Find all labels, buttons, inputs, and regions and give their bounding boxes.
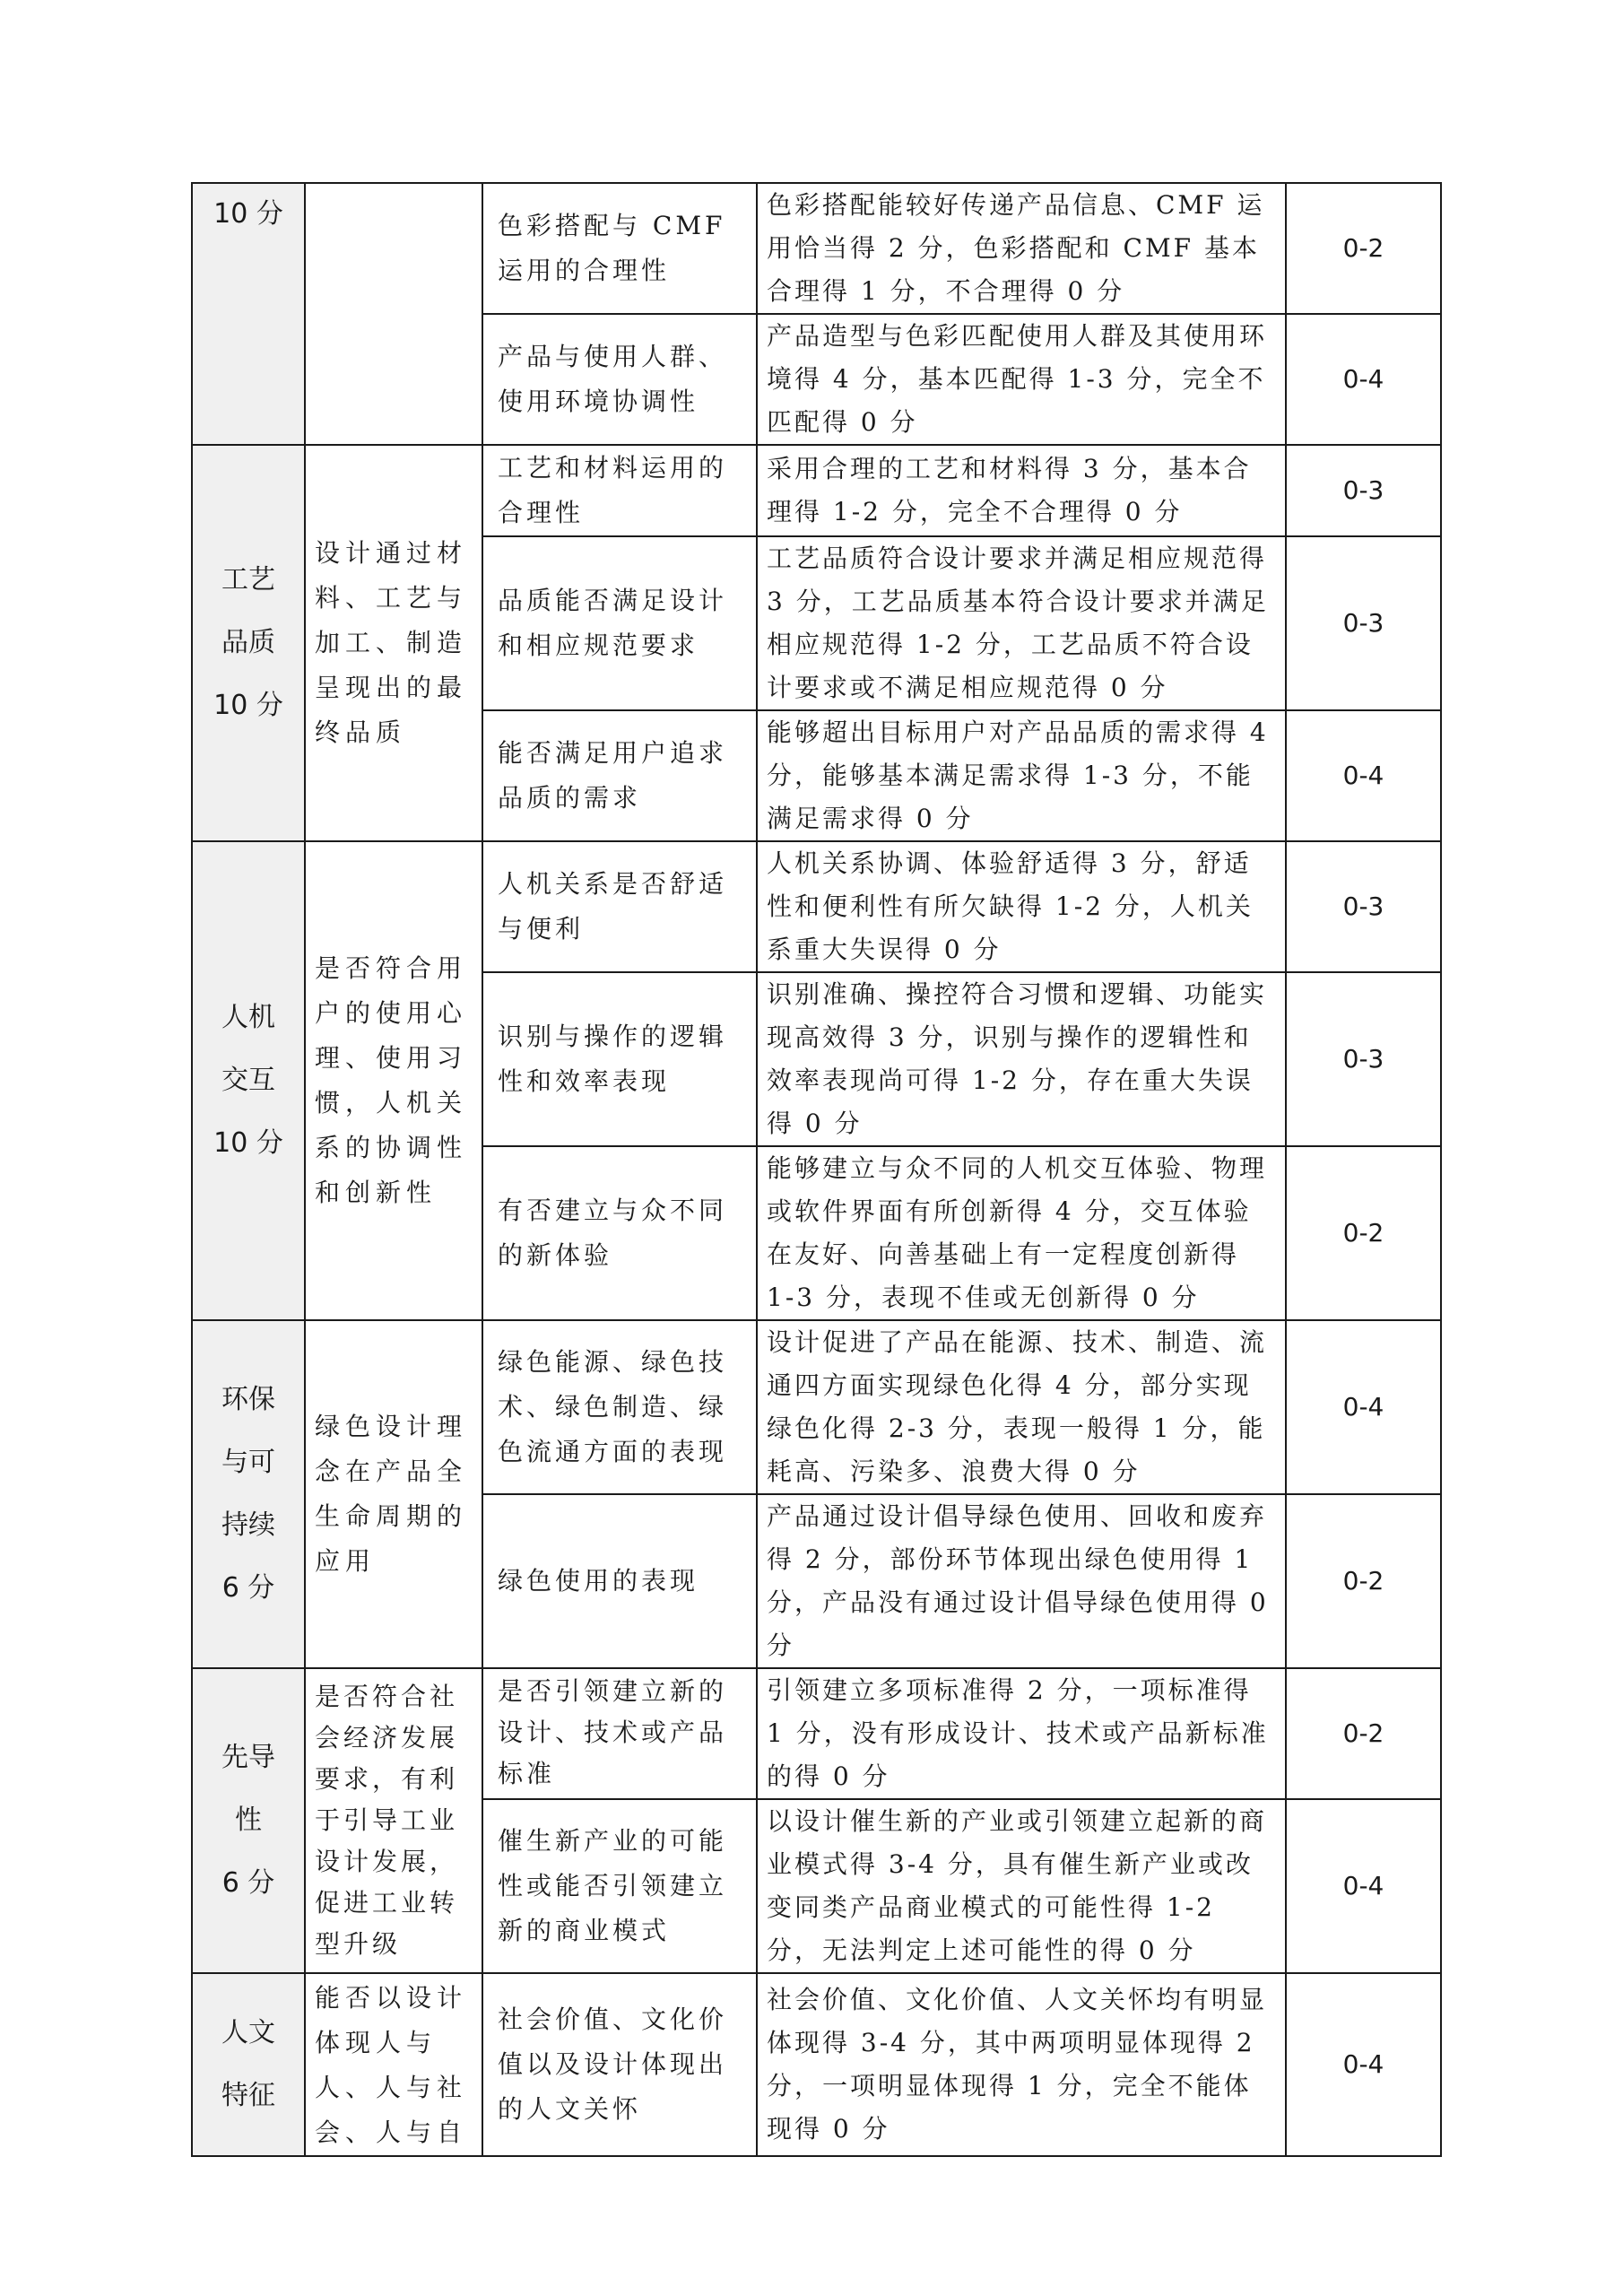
description-cell	[305, 183, 482, 445]
score-cell: 0-4	[1286, 314, 1441, 445]
item-cell: 工艺和材料运用的合理性	[482, 445, 757, 536]
score-cell: 0-2	[1286, 183, 1441, 314]
criteria-cell: 设计促进了产品在能源、技术、制造、流通四方面实现绿色化得 4 分，部分实现绿色化得 2-3 分，表现一般得 1 分，能耗高、污染多、浪费大得 0 分	[757, 1320, 1286, 1494]
category-cell	[192, 183, 305, 445]
category-label: 交互	[221, 1065, 275, 1096]
category-label: 与可	[221, 1447, 275, 1478]
category-cell	[192, 1320, 305, 1668]
criteria-cell: 以设计催生新的产业或引领建立起新的商业模式得 3-4 分，具有催生新产业或改变同类产品商业模式的可能性得 1-2 分，无法判定上述可能性的得 0 分	[757, 1799, 1286, 1973]
score-cell: 0-3	[1286, 841, 1441, 972]
criteria-cell: 社会价值、文化价值、人文关怀均有明显体现得 3-4 分，其中两项明显体现得 2 分，一项明显体现得 1 分，完全不能体现得 0 分	[757, 1973, 1286, 2156]
score-cell: 0-3	[1286, 445, 1441, 536]
score-cell: 0-3	[1286, 972, 1441, 1146]
item-cell: 能否满足用户追求品质的需求	[482, 710, 757, 841]
category-label: 特征	[221, 2080, 275, 2111]
category-label: 性	[235, 1805, 262, 1836]
category-label: 10 分	[213, 1127, 283, 1159]
description-cell: 设计通过材料、工艺与加工、制造呈现出的最终品质	[305, 445, 482, 841]
score-cell: 0-2	[1286, 1146, 1441, 1320]
category-label: 品质	[221, 627, 275, 658]
score-cell: 0-3	[1286, 536, 1441, 710]
item-cell: 人机关系是否舒适与便利	[482, 841, 757, 972]
item-cell: 是否引领建立新的设计、技术或产品标准	[482, 1668, 757, 1799]
category-label: 环保	[221, 1384, 275, 1415]
category-cell	[192, 1973, 305, 2156]
criteria-cell: 引领建立多项标准得 2 分，一项标准得 1 分，没有形成设计、技术或产品新标准的得 0 分	[757, 1668, 1286, 1799]
criteria-cell: 能够建立与众不同的人机交互体验、物理或软件界面有所创新得 4 分，交互体验在友好、向善基础上有一定程度创新得 1-3 分，表现不佳或无创新得 0 分	[757, 1146, 1286, 1320]
description-cell: 是否符合社会经济发展要求，有利于引导工业设计发展，促进工业转型升级	[305, 1668, 482, 1973]
category-label: 10 分	[213, 198, 283, 230]
category-label: 6 分	[221, 1572, 275, 1604]
category-label: 人文	[221, 2017, 275, 2048]
table-row	[192, 445, 1441, 536]
score-cell: 0-4	[1286, 1799, 1441, 1973]
criteria-cell: 人机关系协调、体验舒适得 3 分，舒适性和便利性有所欠缺得 1-2 分，人机关系重大失误得 0 分	[757, 841, 1286, 972]
criteria-cell: 能够超出目标用户对产品品质的需求得 4 分，能够基本满足需求得 1-3 分，不能满足需求得 0 分	[757, 710, 1286, 841]
description-cell: 是否符合用户的使用心理、使用习惯，人机关系的协调性和创新性	[305, 841, 482, 1320]
criteria-cell: 工艺品质符合设计要求并满足相应规范得 3 分，工艺品质基本符合设计要求并满足相应规范得 1-2 分，工艺品质不符合设计要求或不满足相应规范得 0 分	[757, 536, 1286, 710]
category-label: 先导	[221, 1742, 275, 1773]
criteria-cell: 识别准确、操控符合习惯和逻辑、功能实现高效得 3 分，识别与操作的逻辑性和效率表现尚可得 1-2 分，存在重大失误得 0 分	[757, 972, 1286, 1146]
description-cell: 绿色设计理念在产品全生命周期的应用	[305, 1320, 482, 1668]
item-cell: 产品与使用人群、使用环境协调性	[482, 314, 757, 445]
evaluation-table-page	[191, 182, 1442, 2157]
category-label: 6 分	[221, 1867, 275, 1899]
category-label: 工艺	[221, 564, 275, 596]
table-row	[192, 1320, 1441, 1494]
criteria-cell: 产品通过设计倡导绿色使用、回收和废弃得 2 分，部份环节体现出绿色使用得 1 分，产品没有通过设计倡导绿色使用得 0 分	[757, 1494, 1286, 1668]
category-cell	[192, 1668, 305, 1973]
score-cell: 0-4	[1286, 710, 1441, 841]
item-cell: 催生新产业的可能性或能否引领建立新的商业模式	[482, 1799, 757, 1973]
score-cell: 0-4	[1286, 1973, 1441, 2156]
item-cell: 色彩搭配与 CMF 运用的合理性	[482, 183, 757, 314]
category-cell	[192, 841, 305, 1320]
criteria-cell: 采用合理的工艺和材料得 3 分，基本合理得 1-2 分，完全不合理得 0 分	[757, 445, 1286, 536]
item-cell: 有否建立与众不同的新体验	[482, 1146, 757, 1320]
table-row	[192, 841, 1441, 972]
table-row	[192, 183, 1441, 314]
score-cell: 0-2	[1286, 1668, 1441, 1799]
description-cell: 能否以设计体现人与人、人与社会、人与自	[305, 1973, 482, 2156]
table-row	[192, 1668, 1441, 1799]
score-cell: 0-4	[1286, 1320, 1441, 1494]
item-cell: 社会价值、文化价值以及设计体现出的人文关怀	[482, 1973, 757, 2156]
criteria-cell: 产品造型与色彩匹配使用人群及其使用环境得 4 分，基本匹配得 1-3 分，完全不匹配得 0 分	[757, 314, 1286, 445]
item-cell: 识别与操作的逻辑性和效率表现	[482, 972, 757, 1146]
category-label: 10 分	[213, 690, 283, 721]
item-cell: 品质能否满足设计和相应规范要求	[482, 536, 757, 710]
category-label: 人机	[221, 1002, 275, 1033]
category-cell	[192, 445, 305, 841]
score-cell: 0-2	[1286, 1494, 1441, 1668]
table-row	[192, 1973, 1441, 2156]
criteria-cell: 色彩搭配能较好传递产品信息、CMF 运用恰当得 2 分，色彩搭配和 CMF 基本合理得 1 分，不合理得 0 分	[757, 183, 1286, 314]
evaluation-table	[191, 182, 1442, 2157]
category-label: 持续	[221, 1509, 275, 1541]
item-cell: 绿色能源、绿色技术、绿色制造、绿色流通方面的表现	[482, 1320, 757, 1494]
item-cell: 绿色使用的表现	[482, 1494, 757, 1668]
